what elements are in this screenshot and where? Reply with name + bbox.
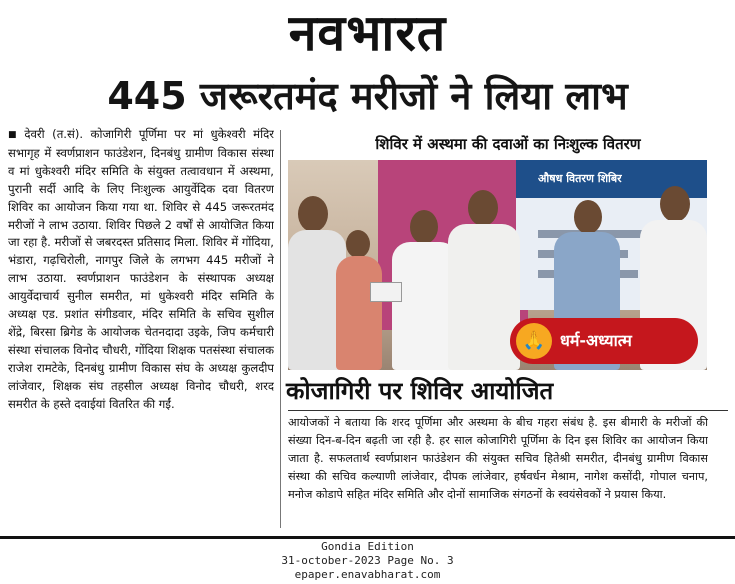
epaper-url[interactable]: epaper.enavabharat.com [294,568,441,581]
section-badge [510,318,698,364]
left-article-text: कोजागिरी पूर्णिमा पर मां धुकेश्वरी मंदिर सभागृह में स्वर्णप्राशन फाउंडेशन, दिनबंधु ग्रामीण विकास संस्था व मां धुकेश्वरी मंदिर समिति के संयुक्त तत्वावधान में अस्थमा, पुरानी सर्दी आदि के लिए निःशुल्क आयुर्वेदिक दवा वितरण शिविर का आयोजन किया गया था. शिविर से 445 जरूरतमंद मरीजों ने लाभ उठाया. शिविर पिछले 2 वर्षों से आयोजित किया जा रहा है. मरीजों से जबरदस्त प्रतिसाद मिला. शिविर में गोंदिया, भंडारा, गढ़चिरोली, नागपुर जिले के लगभग 445 मरीजों ने लाभ उठाया. स्वर्णप्राशन फाउंडेशन के संस्थापक अध्यक्ष आयुर्वेदाचार्य सुनील समरीत, मां धुकेश्वरी मंदिर समिति के अध्यक्ष एड. प्रशांत संगीडवार, मंदिर समिति के सचिव सुशील शेंद्रे, बिरसा ब्रिगेड के आयोजक चेतनदादा उइके, जिप कर्मचारी संस्था संचालक विनोद चौधरी, गोंदिया शिक्षक पतसंस्था संचालक राजेश रामटेके, दिनबंधु ग्रामीण विकास संघ के अध्यक्ष कुलदीप लांजेवार, शिक्षक संघ तहसील अध्यक्ष विनोद चौधरी, शरद समरीत के हस्ते दवाईयां वितरित की गईं. [8,127,274,411]
medicine-packet [370,282,402,302]
column-divider [280,130,281,528]
right-article-body: आयोजकों ने बताया कि शरद पूर्णिमा और अस्थमा के बीच गहरा संबंध है. इस बीमारी के मरीजों की संख्या दिन-ब-दिन बढ़ती जा रही है. हर साल कोजागिरी पूर्णिमा के दिन इस शिविर का आयोजन किया जाता है. सफलतार्थ स्वर्णप्राशन फाउंडेशन की संयुक्त सचिव हितेश्री समरीत, दीनबंधु ग्रामीण विकास संस्था की सचिव कल्याणी लांजेवार, दीपक लांजेवार, हर्षवर्धन मेश्राम, नागेश कसोंदी, गोपाल चनाप, मनोज कोडापे सहित मंदिर समिति और दोनों सामाजिक संगठनों के स्वयंसेवकों ने प्रयास किया. [288,416,708,501]
dateline: देवरी (त.सं). [24,127,84,141]
subhead-rule [288,410,728,411]
left-article-body [8,126,274,530]
article-subheadline: कोजागिरी पर शिविर आयोजित [286,377,554,405]
edition-date-page: 31-october-2023 Page No. 3 [281,554,454,567]
footer-rule [0,536,735,539]
edition-footer [0,540,735,584]
newspaper-masthead: नवभारत [288,4,447,62]
banner-title: औषध वितरण शिबिर [538,172,622,185]
edition-name: Gondia Edition [321,540,414,553]
article-headline: 445 जरूरतमंद मरीजों ने लिया लाभ [107,74,628,118]
section-badge-label: धर्म-अध्यात्म [560,331,632,350]
folded-hands-icon: 🙏 [516,323,552,359]
photo-caption: शिविर में अस्थमा की दवाओं का निःशुल्क वितरण [375,135,641,153]
square-bullet-icon: ■ [8,130,21,140]
